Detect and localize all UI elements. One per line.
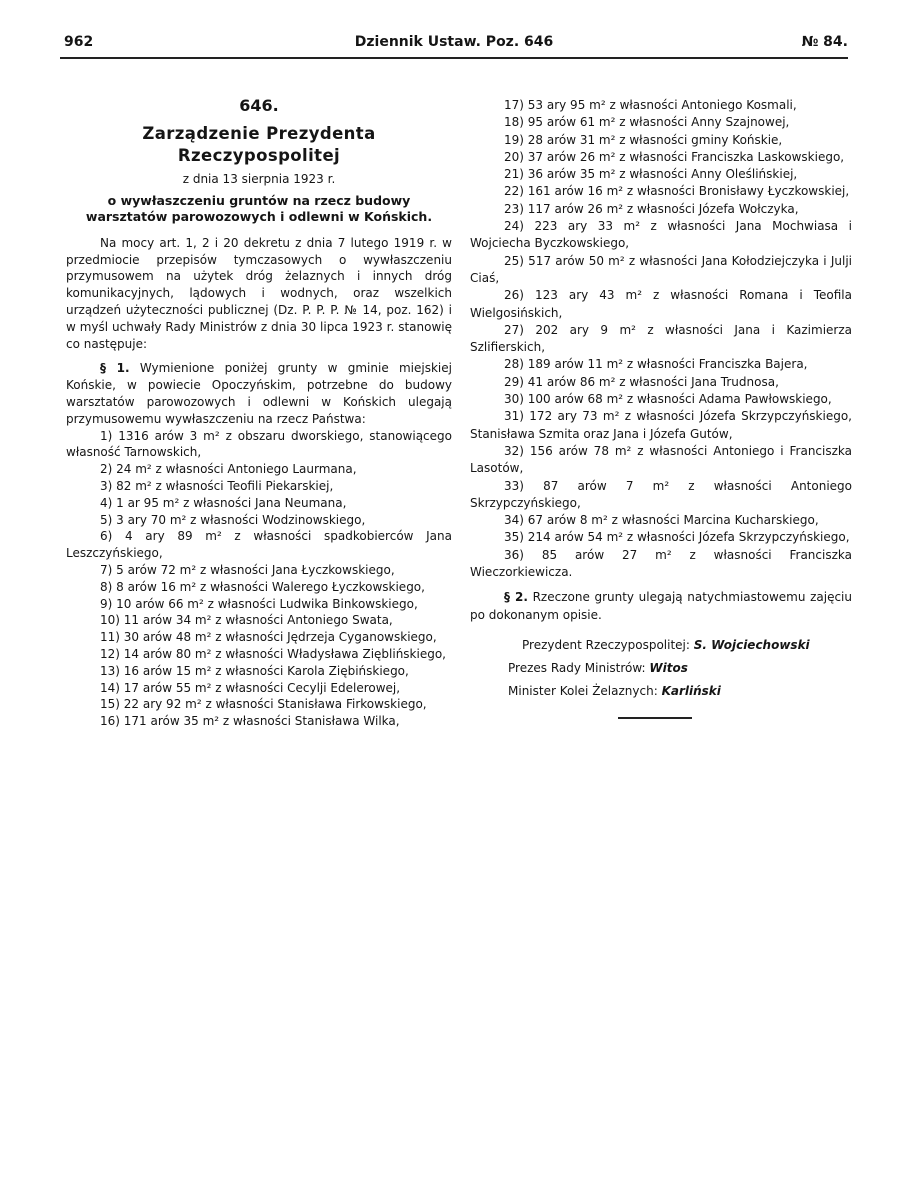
list-item: 35) 214 arów 54 m² z własności Józefa Skrzypczyńskiego, xyxy=(504,530,850,545)
act-number: 646. xyxy=(239,96,279,115)
list-item: 10) 11 arów 34 m² z własności Antoniego Swata, xyxy=(100,613,393,628)
signature-name: Karliński xyxy=(661,683,721,698)
page-number: 962 xyxy=(64,34,94,50)
list-item: 16) 171 arów 35 m² z własności Stanisława Wilka, xyxy=(100,714,400,729)
list-item: 1) 1316 arów 3 m² z obszaru dworskiego, stanowiącego własność Tarnowskich, xyxy=(66,428,452,460)
signature-role: Prezydent Rzeczypospolitej: xyxy=(522,637,690,652)
signature-role: Minister Kolei Żelaznych: xyxy=(508,683,658,698)
list-item: 34) 67 arów 8 m² z własności Marcina Kucharskiego, xyxy=(504,513,819,528)
list-item: 22) 161 arów 16 m² z własności Bronisławy Łyczkowskiej, xyxy=(504,184,850,199)
signature-name: Witos xyxy=(649,660,688,675)
list-item: 7) 5 arów 72 m² z własności Jana Łyczkowskiego, xyxy=(100,562,395,577)
section-1-text: Wymienione poniżej grunty w gminie miejskiej Końskie, w powiecie Opoczyńskim, potrzebne do budowy warsztatów parowozowych i odlewni w Końskich ulegają przymusowemu wywłaszczeniu na rzecz Państwa: xyxy=(66,361,452,426)
list-item: 23) 117 arów 26 m² z własności Józefa Wołczyka, xyxy=(504,201,799,216)
list-item: 2) 24 m² z własności Antoniego Laurmana, xyxy=(100,462,357,477)
list-item: 15) 22 ary 92 m² z własności Stanisława Firkowskiego, xyxy=(100,697,427,712)
list-item: 30) 100 arów 68 m² z własności Adama Pawłowskiego, xyxy=(504,392,832,407)
list-item: 18) 95 arów 61 m² z własności Anny Szajnowej, xyxy=(504,115,790,130)
preamble: Na mocy art. 1, 2 i 20 dekretu z dnia 7 lutego 1919 r. w przedmiocie przepisów tymczasowych o wywłaszczeniu przymusowem na użytek dróg żelaznych i innych dróg komunikacyjnych, lądowych i wodnych, oraz wszelkich urządzeń użyteczności publicznej (Dz. P. P. P. № 14, poz. 162) i w myśl uchwały Rady Ministrów z dnia 30 lipca 1923 r. stanowię co następuje: xyxy=(66,235,452,351)
list-item: 26) 123 ary 43 m² z własności Romana i Teofila Wielgosińskich, xyxy=(470,288,852,320)
list-item: 12) 14 arów 80 m² z własności Władysława Zięblińskiego, xyxy=(100,646,446,661)
section-2-label: § 2. xyxy=(504,590,528,605)
issue-number: № 84. xyxy=(801,34,848,50)
section-1-label: § 1. xyxy=(100,361,130,376)
list-item: 36) 85 arów 27 m² z własności Franciszka Wieczorkiewicza. xyxy=(470,547,852,580)
list-item: 8) 8 arów 16 m² z własności Walerego Łyczkowskiego, xyxy=(100,579,425,594)
list-item: 5) 3 ary 70 m² z własności Wodzinowskiego, xyxy=(100,512,366,527)
list-item: 9) 10 arów 66 m² z własności Ludwika Binkowskiego, xyxy=(100,596,418,611)
list-item: 13) 16 arów 15 m² z własności Karola Ziębińskiego, xyxy=(100,663,409,678)
list-item: 14) 17 arów 55 m² z własności Cecylji Edelerowej, xyxy=(100,680,401,695)
signature-role: Prezes Rady Ministrów: xyxy=(508,660,646,675)
list-item: 27) 202 ary 9 m² z własności Jana i Kazimierza Szlifierskich, xyxy=(470,322,852,355)
act-title: Zarządzenie Prezydenta Rzeczypospolitej xyxy=(142,124,376,165)
list-item: 17) 53 ary 95 m² z własności Antoniego Kosmali, xyxy=(504,98,797,112)
header-rule xyxy=(60,57,848,59)
list-item: 25) 517 arów 50 m² z własności Jana Kołodziejczyka i Julji Ciaś, xyxy=(470,253,852,285)
list-item: 29) 41 arów 86 m² z własności Jana Trudnosa, xyxy=(504,374,779,389)
journal-title: Dziennik Ustaw. Poz. 646 xyxy=(354,34,554,50)
signature-president xyxy=(470,636,852,655)
left-column xyxy=(66,95,452,730)
list-item: 3) 82 m² z własności Teofili Piekarskiej, xyxy=(100,478,334,493)
list-item: 4) 1 ar 95 m² z własności Jana Neumana, xyxy=(100,495,347,510)
list-item: 24) 223 ary 33 m² z własności Jana Mochwiasa i Wojciecha Byczkowskiego, xyxy=(470,219,852,251)
list-item: 6) 4 ary 89 m² z własności spadkobierców Jana Leszczyńskiego, xyxy=(66,529,452,561)
list-item: 20) 37 arów 26 m² z własności Franciszka Laskowskiego, xyxy=(504,149,845,164)
closing-rule xyxy=(618,717,692,719)
signature-railway-minister xyxy=(470,682,852,701)
act-subject: o wywłaszczeniu gruntów na rzecz budowy warsztatów parowozowych i odlewni w Końskich. xyxy=(85,192,433,224)
act-date: z dnia 13 sierpnia 1923 r. xyxy=(182,172,336,186)
list-item: 28) 189 arów 11 m² z własności Franciszka Bajera, xyxy=(504,357,808,372)
signature-prime-minister xyxy=(470,659,852,678)
list-item: 21) 36 arów 35 m² z własności Anny Oleślińskiej, xyxy=(504,167,798,182)
right-column xyxy=(470,97,852,719)
list-item: 19) 28 arów 31 m² z własności gminy Końskie, xyxy=(504,132,783,147)
section-2 xyxy=(470,589,852,624)
section-2-text: Rzeczone grunty ulegają natychmiastowemu zajęciu po dokonanym opisie. xyxy=(470,590,852,622)
list-item: 11) 30 arów 48 m² z własności Jędrzeja Cyganowskiego, xyxy=(100,630,437,645)
list-item: 31) 172 ary 73 m² z własności Józefa Skrzypczyńskiego, Stanisława Szmita oraz Jana i Józefa Gutów, xyxy=(470,409,852,441)
list-item: 32) 156 arów 78 m² z własności Antoniego i Franciszka Lasotów, xyxy=(470,443,852,476)
signature-name: S. Wojciechowski xyxy=(693,637,810,652)
list-item: 33) 87 arów 7 m² z własności Antoniego Skrzypczyńskiego, xyxy=(470,478,852,510)
section-1 xyxy=(66,360,452,427)
page-header xyxy=(60,34,848,56)
signature-block xyxy=(470,636,852,701)
